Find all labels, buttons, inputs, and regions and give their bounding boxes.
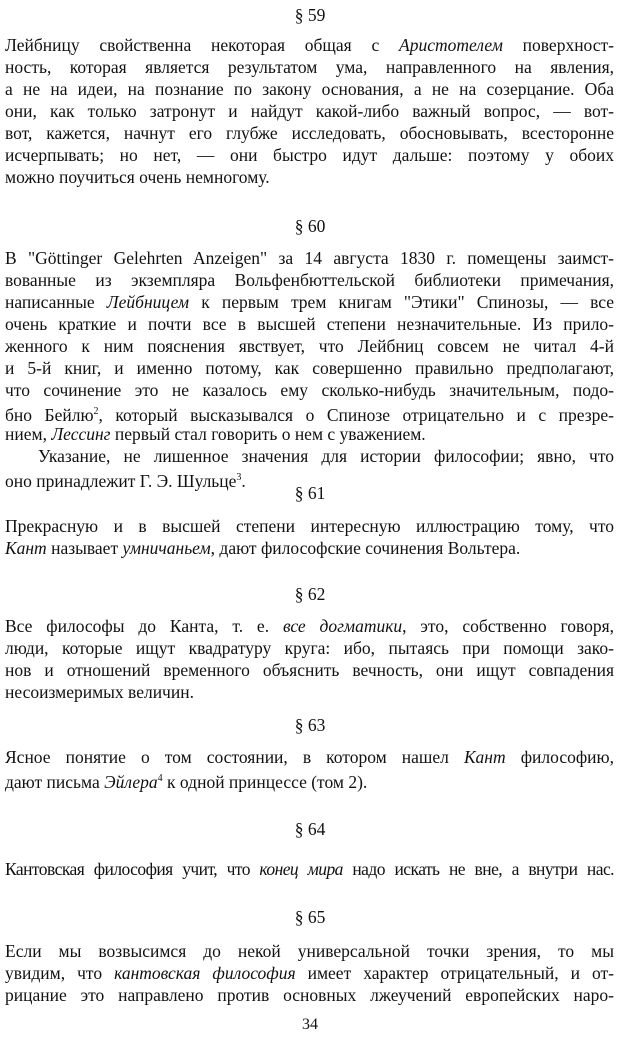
text-line: В "Göttinger Gelehrten Anzeigen" за 14 августа 1830 г. помещены заимст- bbox=[5, 248, 614, 268]
text-line: можно поучиться очень немногому. bbox=[5, 167, 270, 187]
text-line: несоизмеримых величин. bbox=[5, 682, 194, 702]
section-heading: § 59 bbox=[294, 5, 326, 25]
page-number: 34 bbox=[302, 1016, 318, 1033]
text-line: бно Бейлю$^2$, который высказывался о Спинозе отрицательно и с презре- bbox=[5, 404, 614, 425]
text-line: женного к ним пояснения явствует, что Лейбниц совсем не читал 4-й bbox=[5, 336, 614, 356]
section-heading: § 64 bbox=[294, 819, 326, 839]
text-line: написанные Лейбницем к первым трем книгам "Этики" Спинозы, — все bbox=[5, 292, 614, 312]
text-line: Ясное понятие о том состоянии, в котором нашел Кант философию, bbox=[5, 747, 614, 767]
text-line: вованные из экземпляра Вольфенбюттельской библиотеки примечания, bbox=[5, 270, 614, 290]
text-line: Кант называет умничаньем, дают философские сочинения Вольтера. bbox=[5, 538, 521, 558]
footnote-ref[interactable]: 2 bbox=[93, 406, 99, 417]
text-line: а не на идеи, на познание по закону основания, а не на созерцание. Оба bbox=[5, 79, 614, 99]
text-line: Указание, не лишенное значения для истории философии; явно, что bbox=[38, 446, 614, 466]
text-line: Кантовская философия учит, что конец мира надо искать не вне, а внутри нас. bbox=[5, 859, 614, 879]
text-line: очень краткие и почти все в высшей степени незначительные. Из прило- bbox=[5, 314, 614, 334]
text-line: оно принадлежит Г. Э. Шульце$^3$. bbox=[5, 470, 246, 491]
text-line: люди, которые ищут квадратуру круга: ибо, пытаясь при помощи зако- bbox=[5, 638, 614, 658]
text-line: ность, которая является результатом ума, направленного на явления, bbox=[5, 57, 614, 77]
text-line: исчерпывать; но нет, — они быстро идут дальше: поэтому у обоих bbox=[5, 145, 614, 165]
text-line: дают письма Эйлера$^4$ к одной принцессе (том 2). bbox=[5, 771, 368, 792]
text-line: нов и отношений временного объяснить вечность, они ищут совпадения bbox=[5, 660, 614, 680]
section-heading: § 65 bbox=[294, 907, 326, 927]
text-line: Если мы возвысимся до некой универсальной точки зрения, то мы bbox=[5, 941, 614, 961]
text-line: что сочинение это не казалось ему сколько-нибудь значительным, подо- bbox=[5, 380, 614, 400]
section-heading: § 60 bbox=[294, 216, 326, 236]
section-heading: § 62 bbox=[294, 584, 326, 604]
text-line: и 5-й книг, и именно потому, как совершенно правильно предполагают, bbox=[5, 358, 614, 378]
section-heading: § 63 bbox=[294, 715, 326, 735]
text-line: Прекрасную и в высшей степени интересную иллюстрацию тому, что bbox=[5, 516, 614, 536]
section-heading: § 61 bbox=[294, 483, 326, 503]
footnote-ref[interactable]: 4 bbox=[157, 773, 163, 784]
text-line: нием, Лессинг первый стал говорить о нем с уважением. bbox=[5, 424, 426, 444]
text-line: рицание это направлено против основных лжеучений европейских наро- bbox=[5, 985, 614, 1005]
text-line: Все философы до Канта, т. е. все догматики, это, собственно говоря, bbox=[5, 616, 615, 636]
text-line: увидим, что кантовская философия имеет характер отрицательный, и от- bbox=[5, 963, 615, 983]
text-line: они, как только затронут и найдут какой-либо важный вопрос, — вот- bbox=[5, 101, 614, 121]
footnote-ref[interactable]: 3 bbox=[236, 472, 242, 483]
text-line: Лейбницу свойственна некоторая общая с Аристотелем поверхност- bbox=[5, 35, 614, 55]
text-line: вот, кажется, начнут его глубже исследовать, обосновывать, всесторонне bbox=[5, 123, 614, 143]
